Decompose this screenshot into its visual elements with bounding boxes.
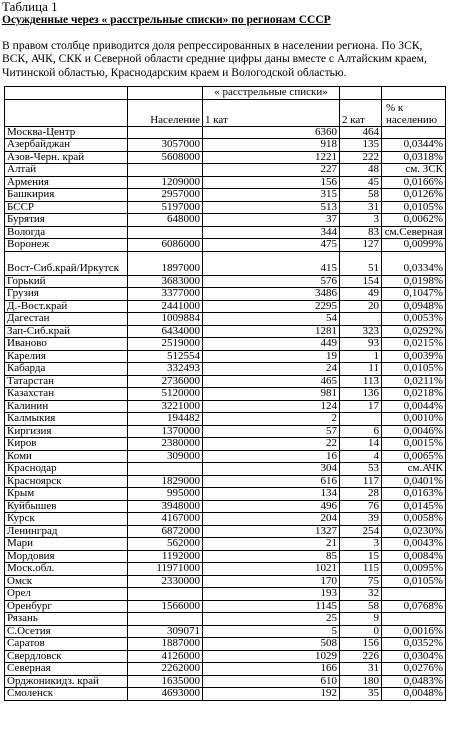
- table-caption: Таблица 1: [2, 0, 58, 14]
- cat1-cell: 610: [203, 675, 340, 688]
- population-cell: 648000: [128, 214, 203, 227]
- table-row: [5, 164, 446, 177]
- region-cell: Орджоникидз. край: [5, 675, 128, 688]
- population-cell: 1829000: [128, 475, 203, 488]
- region-cell: Краснодар: [5, 463, 128, 476]
- percent-cell: [382, 126, 446, 139]
- table-row: [5, 500, 446, 513]
- table-row: [5, 650, 446, 663]
- population-cell: 2441000: [128, 300, 203, 313]
- table-row: [5, 413, 446, 426]
- population-cell: 1566000: [128, 600, 203, 613]
- header-empty-cell: [5, 87, 128, 100]
- region-cell: Казахстан: [5, 388, 128, 401]
- population-cell: 2957000: [128, 189, 203, 202]
- percent-cell: 0,0084%: [382, 550, 446, 563]
- percent-cell: 0,0304%: [382, 650, 446, 663]
- table-row: [5, 663, 446, 676]
- population-cell: 5120000: [128, 388, 203, 401]
- cat2-cell: 83: [340, 226, 382, 239]
- percent-cell: 0,0163%: [382, 488, 446, 501]
- region-cell: Алтай: [5, 164, 128, 177]
- percent-cell: 0,0095%: [382, 563, 446, 576]
- cat1-cell: 193: [203, 588, 340, 601]
- table-row: [5, 363, 446, 376]
- region-cell: Москва-Центр: [5, 126, 128, 139]
- cat2-cell: 48: [340, 164, 382, 177]
- table-row: [5, 251, 446, 275]
- region-cell: Татарстан: [5, 375, 128, 388]
- population-cell: [128, 613, 203, 626]
- cat2-cell: 0: [340, 625, 382, 638]
- cat2-cell: 6: [340, 425, 382, 438]
- table-row: [5, 613, 446, 626]
- population-cell: 3683000: [128, 275, 203, 288]
- percent-cell: 0,0166%: [382, 176, 446, 189]
- cat2-cell: 113: [340, 375, 382, 388]
- header-empty-cell: [382, 87, 446, 100]
- cat2-cell: 180: [340, 675, 382, 688]
- cat1-cell: 85: [203, 550, 340, 563]
- percent-cell: 0,0046%: [382, 425, 446, 438]
- table-row: [5, 151, 446, 164]
- cat1-cell: 37: [203, 214, 340, 227]
- table-row: [5, 550, 446, 563]
- cat1-cell: 54: [203, 313, 340, 326]
- table-row: [5, 450, 446, 463]
- cat2-cell: 28: [340, 488, 382, 501]
- table-row: [5, 300, 446, 313]
- population-cell: 995000: [128, 488, 203, 501]
- cat2-cell: 9: [340, 613, 382, 626]
- percent-cell: 0,0218%: [382, 388, 446, 401]
- population-cell: 2262000: [128, 663, 203, 676]
- population-cell: [128, 588, 203, 601]
- population-cell: [128, 463, 203, 476]
- header-region-cell: [5, 99, 128, 126]
- region-cell: Свердловск: [5, 650, 128, 663]
- percent-cell: 0,0062%: [382, 214, 446, 227]
- population-cell: [128, 126, 203, 139]
- cat1-cell: 576: [203, 275, 340, 288]
- table-row: [5, 375, 446, 388]
- table-row: [5, 189, 446, 202]
- cat2-cell: 39: [340, 513, 382, 526]
- region-cell: Калинин: [5, 400, 128, 413]
- cat1-cell: 1221: [203, 151, 340, 164]
- cat2-cell: 127: [340, 239, 382, 252]
- cat1-cell: 981: [203, 388, 340, 401]
- population-cell: 4126000: [128, 650, 203, 663]
- cat2-cell: 464: [340, 126, 382, 139]
- region-cell: Воронеж: [5, 239, 128, 252]
- region-cell: Дагестан: [5, 313, 128, 326]
- percent-cell: 0,0058%: [382, 513, 446, 526]
- table-row: [5, 214, 446, 227]
- cat2-cell: [340, 313, 382, 326]
- table-row: [5, 488, 446, 501]
- table-row: [5, 400, 446, 413]
- percent-cell: 0,0053%: [382, 313, 446, 326]
- region-cell: Калмыкия: [5, 413, 128, 426]
- region-cell: Бурятия: [5, 214, 128, 227]
- region-cell: Курск: [5, 513, 128, 526]
- cat1-cell: 1281: [203, 325, 340, 338]
- cat1-cell: 192: [203, 688, 340, 701]
- population-cell: 5197000: [128, 201, 203, 214]
- cat2-cell: 51: [340, 251, 382, 275]
- table-row: [5, 350, 446, 363]
- region-cell: БССР: [5, 201, 128, 214]
- header-cat1: 1 кат: [203, 99, 340, 126]
- cat1-cell: 508: [203, 638, 340, 651]
- cat2-cell: 11: [340, 363, 382, 376]
- cat1-cell: 170: [203, 575, 340, 588]
- population-cell: 2736000: [128, 375, 203, 388]
- cat2-cell: 226: [340, 650, 382, 663]
- population-cell: 2519000: [128, 338, 203, 351]
- cat2-cell: 115: [340, 563, 382, 576]
- cat1-cell: 166: [203, 663, 340, 676]
- table-row: [5, 239, 446, 252]
- region-cell: Мордовия: [5, 550, 128, 563]
- percent-cell: 0,1047%: [382, 288, 446, 301]
- cat2-cell: [340, 413, 382, 426]
- cat1-cell: 21: [203, 538, 340, 551]
- region-cell: Вологда: [5, 226, 128, 239]
- cat2-cell: 3: [340, 538, 382, 551]
- region-cell: Куйбышев: [5, 500, 128, 513]
- cat1-cell: 616: [203, 475, 340, 488]
- cat2-cell: 58: [340, 600, 382, 613]
- region-cell: Рязань: [5, 613, 128, 626]
- percent-cell: 0,0043%: [382, 538, 446, 551]
- table-row: [5, 388, 446, 401]
- table-row: [5, 425, 446, 438]
- cat2-cell: 20: [340, 300, 382, 313]
- region-cell: С.Осетия: [5, 625, 128, 638]
- table-row: [5, 438, 446, 451]
- population-cell: [128, 226, 203, 239]
- cat1-cell: 475: [203, 239, 340, 252]
- region-cell: Смоленск: [5, 688, 128, 701]
- cat1-cell: 496: [203, 500, 340, 513]
- region-cell: Моск.обл.: [5, 563, 128, 576]
- header-population: Население: [128, 99, 203, 126]
- percent-cell: см.АЧК: [382, 463, 446, 476]
- percent-cell: 0,0768%: [382, 600, 446, 613]
- region-cell: Северная: [5, 663, 128, 676]
- cat2-cell: 49: [340, 288, 382, 301]
- header-group-label: « расстрельные списки»: [203, 87, 340, 100]
- table-row: [5, 313, 446, 326]
- population-cell: 4167000: [128, 513, 203, 526]
- table-row: [5, 126, 446, 139]
- cat2-cell: 135: [340, 139, 382, 152]
- header-cat2: 2 кат: [340, 99, 382, 126]
- percent-cell: 0,0015%: [382, 438, 446, 451]
- region-cell: Ленинград: [5, 525, 128, 538]
- cat1-cell: 513: [203, 201, 340, 214]
- cat1-cell: 5: [203, 625, 340, 638]
- region-cell: Вост-Сиб.край/Иркутск: [5, 251, 128, 275]
- region-cell: Азербайджан: [5, 139, 128, 152]
- percent-cell: 0,0105%: [382, 201, 446, 214]
- region-cell: Орел: [5, 588, 128, 601]
- cat2-cell: 31: [340, 201, 382, 214]
- table-row: [5, 475, 446, 488]
- cat2-cell: 53: [340, 463, 382, 476]
- population-cell: 6086000: [128, 239, 203, 252]
- population-cell: 562000: [128, 538, 203, 551]
- cat1-cell: 204: [203, 513, 340, 526]
- population-cell: 1192000: [128, 550, 203, 563]
- cat1-cell: 24: [203, 363, 340, 376]
- table-row: [5, 139, 446, 152]
- cat2-cell: 31: [340, 663, 382, 676]
- cat2-cell: 154: [340, 275, 382, 288]
- percent-cell: 0,0145%: [382, 500, 446, 513]
- region-cell: Грузия: [5, 288, 128, 301]
- table-row: [5, 600, 446, 613]
- cat1-cell: 134: [203, 488, 340, 501]
- table-row: [5, 563, 446, 576]
- percent-cell: 0,0039%: [382, 350, 446, 363]
- percent-cell: 0,0292%: [382, 325, 446, 338]
- intro-paragraph: В правом столбце приводится доля репрессированных в населении региона. По ЗСК, ВСК, АЧК, СКК и Северной области средние цифры даны вместе с Алтайским краем, Читинской областью, Краснодарским краем и Вологодской областью.: [2, 39, 427, 79]
- population-cell: 3948000: [128, 500, 203, 513]
- cat1-cell: 315: [203, 189, 340, 202]
- cat2-cell: 93: [340, 338, 382, 351]
- population-cell: 3221000: [128, 400, 203, 413]
- population-cell: 309071: [128, 625, 203, 638]
- population-cell: 1009884: [128, 313, 203, 326]
- region-cell: Д.-Вост.край: [5, 300, 128, 313]
- percent-cell: 0,0230%: [382, 525, 446, 538]
- table-row: [5, 625, 446, 638]
- table-row: [5, 638, 446, 651]
- cat1-cell: 3486: [203, 288, 340, 301]
- population-cell: 1635000: [128, 675, 203, 688]
- table-row: [5, 575, 446, 588]
- table-row: [5, 288, 446, 301]
- percent-cell: 0,0065%: [382, 450, 446, 463]
- population-cell: 1897000: [128, 251, 203, 275]
- population-cell: 2380000: [128, 438, 203, 451]
- table-row: [5, 525, 446, 538]
- cat1-cell: 156: [203, 176, 340, 189]
- population-cell: 309000: [128, 450, 203, 463]
- percent-cell: 0,0198%: [382, 275, 446, 288]
- percent-cell: [382, 613, 446, 626]
- table-row: [5, 675, 446, 688]
- cat2-cell: 254: [340, 525, 382, 538]
- cat1-cell: 16: [203, 450, 340, 463]
- cat2-cell: 76: [340, 500, 382, 513]
- table-row: [5, 688, 446, 701]
- cat2-cell: 15: [340, 550, 382, 563]
- population-cell: 2330000: [128, 575, 203, 588]
- region-cell: Крым: [5, 488, 128, 501]
- repression-table: [4, 86, 446, 701]
- header-empty-cell: [128, 87, 203, 100]
- region-cell: Иваново: [5, 338, 128, 351]
- cat1-cell: 304: [203, 463, 340, 476]
- cat1-cell: 2: [203, 413, 340, 426]
- cat2-cell: 14: [340, 438, 382, 451]
- region-cell: Зап-Сиб.край: [5, 325, 128, 338]
- cat1-cell: 415: [203, 251, 340, 275]
- region-cell: Красноярск: [5, 475, 128, 488]
- percent-cell: 0,0044%: [382, 400, 446, 413]
- table-row: [5, 226, 446, 239]
- region-cell: Коми: [5, 450, 128, 463]
- percent-cell: 0,0211%: [382, 375, 446, 388]
- cat1-cell: 2295: [203, 300, 340, 313]
- region-cell: Киргизия: [5, 425, 128, 438]
- percent-cell: 0,0352%: [382, 638, 446, 651]
- table-row: [5, 538, 446, 551]
- population-cell: 194482: [128, 413, 203, 426]
- table-header-row: [5, 99, 446, 126]
- cat1-cell: 25: [203, 613, 340, 626]
- cat1-cell: 1029: [203, 650, 340, 663]
- document-title: Осужденные через « расстрельные списки» по регионам СССР: [2, 14, 331, 26]
- percent-cell: 0,0483%: [382, 675, 446, 688]
- percent-cell: 0,0334%: [382, 251, 446, 275]
- cat2-cell: 222: [340, 151, 382, 164]
- cat2-cell: 4: [340, 450, 382, 463]
- header-empty-cell: [340, 87, 382, 100]
- percent-cell: 0,0948%: [382, 300, 446, 313]
- cat2-cell: 17: [340, 400, 382, 413]
- table-row: [5, 275, 446, 288]
- cat2-cell: 3: [340, 214, 382, 227]
- cat2-cell: 1: [340, 350, 382, 363]
- cat1-cell: 1021: [203, 563, 340, 576]
- population-cell: 332493: [128, 363, 203, 376]
- percent-cell: 0,0016%: [382, 625, 446, 638]
- population-cell: 3057000: [128, 139, 203, 152]
- population-cell: 5608000: [128, 151, 203, 164]
- cat2-cell: 32: [340, 588, 382, 601]
- percent-cell: 0,0318%: [382, 151, 446, 164]
- cat1-cell: 124: [203, 400, 340, 413]
- cat1-cell: 344: [203, 226, 340, 239]
- cat1-cell: 465: [203, 375, 340, 388]
- region-cell: Киров: [5, 438, 128, 451]
- population-cell: 6872000: [128, 525, 203, 538]
- population-cell: 3377000: [128, 288, 203, 301]
- cat2-cell: 136: [340, 388, 382, 401]
- cat2-cell: 323: [340, 325, 382, 338]
- percent-cell: 0,0344%: [382, 139, 446, 152]
- table-row: [5, 588, 446, 601]
- percent-cell: см.Северная: [382, 226, 446, 239]
- cat1-cell: 227: [203, 164, 340, 177]
- population-cell: 1370000: [128, 425, 203, 438]
- population-cell: 4693000: [128, 688, 203, 701]
- percent-cell: 0,0215%: [382, 338, 446, 351]
- table-header-row-group: [5, 87, 446, 100]
- table-row: [5, 463, 446, 476]
- cat2-cell: 117: [340, 475, 382, 488]
- cat1-cell: 449: [203, 338, 340, 351]
- cat2-cell: 45: [340, 176, 382, 189]
- population-cell: [128, 164, 203, 177]
- percent-cell: 0,0010%: [382, 413, 446, 426]
- percent-cell: см. ЗСК: [382, 164, 446, 177]
- population-cell: 11971000: [128, 563, 203, 576]
- table-row: [5, 201, 446, 214]
- percent-cell: 0,0276%: [382, 663, 446, 676]
- population-cell: 1887000: [128, 638, 203, 651]
- region-cell: Азов-Черн. край: [5, 151, 128, 164]
- cat1-cell: 22: [203, 438, 340, 451]
- cat2-cell: 35: [340, 688, 382, 701]
- region-cell: Саратов: [5, 638, 128, 651]
- percent-cell: [382, 588, 446, 601]
- percent-cell: 0,0048%: [382, 688, 446, 701]
- region-cell: Карелия: [5, 350, 128, 363]
- percent-cell: 0,0401%: [382, 475, 446, 488]
- cat1-cell: 19: [203, 350, 340, 363]
- cat2-cell: 156: [340, 638, 382, 651]
- table-row: [5, 325, 446, 338]
- cat1-cell: 6360: [203, 126, 340, 139]
- percent-cell: 0,0105%: [382, 575, 446, 588]
- table-row: [5, 338, 446, 351]
- cat1-cell: 918: [203, 139, 340, 152]
- percent-cell: 0,0099%: [382, 239, 446, 252]
- region-cell: Горький: [5, 275, 128, 288]
- region-cell: Мари: [5, 538, 128, 551]
- table-row: [5, 513, 446, 526]
- header-percent: % к населению: [382, 99, 446, 126]
- region-cell: Армения: [5, 176, 128, 189]
- cat1-cell: 57: [203, 425, 340, 438]
- percent-cell: 0,0105%: [382, 363, 446, 376]
- cat2-cell: 58: [340, 189, 382, 202]
- region-cell: Кабарда: [5, 363, 128, 376]
- cat1-cell: 1145: [203, 600, 340, 613]
- population-cell: 512554: [128, 350, 203, 363]
- table-row: [5, 176, 446, 189]
- percent-cell: 0,0126%: [382, 189, 446, 202]
- cat1-cell: 1327: [203, 525, 340, 538]
- region-cell: Оренбург: [5, 600, 128, 613]
- population-cell: 1209000: [128, 176, 203, 189]
- region-cell: Башкирия: [5, 189, 128, 202]
- population-cell: 6434000: [128, 325, 203, 338]
- region-cell: Омск: [5, 575, 128, 588]
- cat2-cell: 75: [340, 575, 382, 588]
